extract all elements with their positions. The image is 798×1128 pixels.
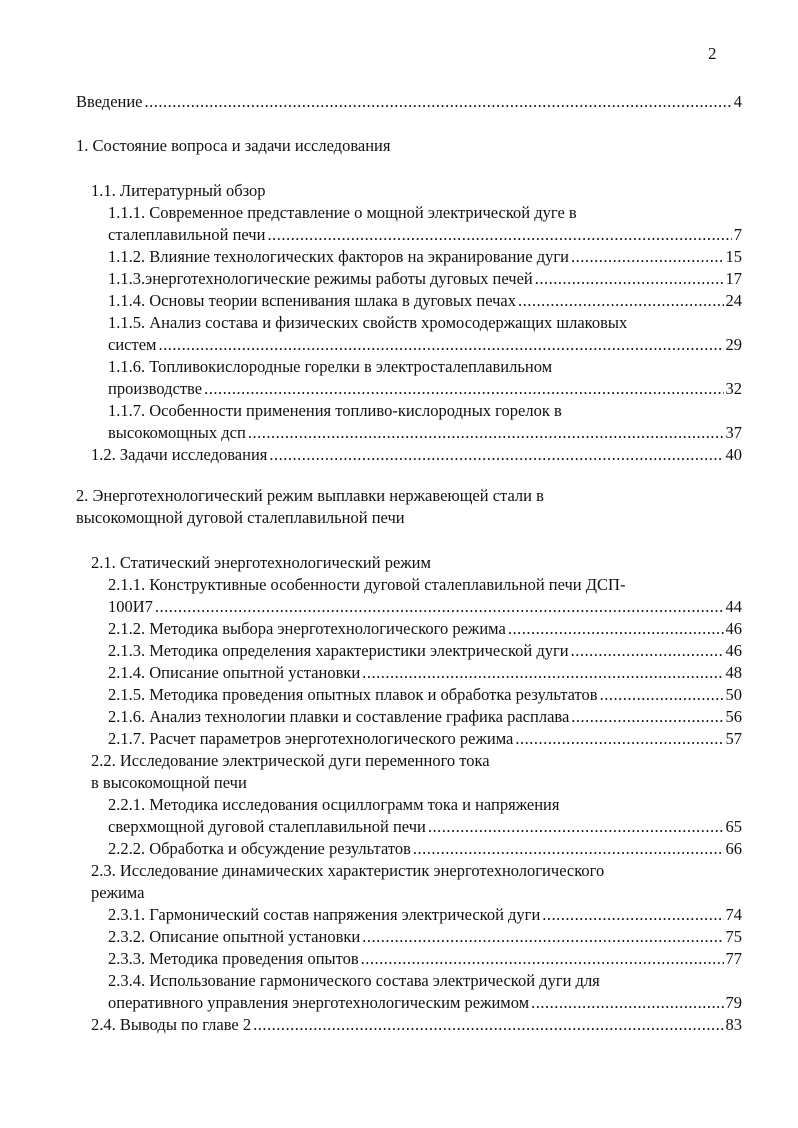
dot-leader [571, 706, 723, 728]
toc-entry-page: 74 [725, 905, 742, 924]
toc-entry-title: 2.1.6. Анализ технологии плавки и составление графика расплава [108, 707, 570, 726]
toc-entry-2-1-1 [108, 596, 742, 618]
toc-entry-1-1-6-line1: 1.1.6. Топливокислородные горелки в электросталеплавильном [108, 357, 553, 376]
toc-entry-title: 1.1.3.энерготехнологические режимы работы дуговых печей [108, 269, 533, 288]
toc-entry-2-4 [91, 1014, 742, 1036]
toc-entry-2-2-1-line1: 2.2.1. Методика исследования осциллограмм тока и напряжения [108, 795, 560, 814]
toc-entry-1-1-7 [108, 422, 742, 444]
toc-entry-page: 32 [725, 379, 742, 398]
toc-entry-page: 50 [725, 685, 742, 704]
toc-entry-title: сверхмощной дуговой сталеплавильной печи [108, 817, 426, 836]
dot-leader [413, 838, 724, 860]
toc-entry-page: 4 [733, 92, 742, 111]
toc-entry-page: 75 [725, 927, 742, 946]
toc-entry-1-1-6 [108, 378, 742, 400]
toc-entry-title: 2.1.4. Описание опытной установки [108, 663, 361, 682]
dot-leader [515, 728, 723, 750]
toc-entry-1-1-2 [108, 246, 742, 268]
toc-entry-page: 56 [725, 707, 742, 726]
dot-leader [204, 378, 723, 400]
toc-entry-intro [76, 91, 742, 113]
dot-leader [571, 246, 724, 268]
chapter-1-title: 1. Состояние вопроса и задачи исследования [76, 136, 391, 155]
dot-leader [518, 290, 723, 312]
toc-entry-title: 1.2. Задачи исследования [91, 445, 268, 464]
toc-entry-1-1-5 [108, 334, 742, 356]
toc-entry-title: производстве [108, 379, 203, 398]
toc-entry-page: 46 [725, 619, 742, 638]
toc-entry-2-1-4 [108, 662, 742, 684]
dot-leader [145, 91, 732, 113]
toc-entry-page: 40 [725, 445, 742, 464]
section-2-3-title-line1: 2.3. Исследование динамических характеристик энерготехнологического [91, 861, 605, 880]
dot-leader [267, 224, 731, 246]
toc-entry-page: 24 [725, 291, 742, 310]
toc-entry-page: 37 [725, 423, 742, 442]
toc-entry-page: 15 [725, 247, 742, 266]
dot-leader [542, 904, 723, 926]
section-2-2-title-line1: 2.2. Исследование электрической дуги переменного тока [91, 751, 490, 770]
toc-entry-title: 2.3.1. Гармонический состав напряжения электрической дуги [108, 905, 541, 924]
toc-entry-title: 1.1.4. Основы теории вспенивания шлака в дуговых печах [108, 291, 517, 310]
toc-entry-1-1-4 [108, 290, 742, 312]
toc-entry-title: 2.1.7. Расчет параметров энерготехнологического режима [108, 729, 514, 748]
section-2-1-title: 2.1. Статический энерготехнологический режим [91, 553, 431, 572]
toc-entry-page: 66 [725, 839, 742, 858]
toc-entry-2-1-3 [108, 640, 742, 662]
toc-entry-2-1-5 [108, 684, 742, 706]
toc-entry-2-3-1 [108, 904, 742, 926]
toc-entry-title: 2.1.2. Методика выбора энерготехнологического режима [108, 619, 506, 638]
toc-entry-2-1-1-line1: 2.1.1. Конструктивные особенности дуговой сталеплавильной печи ДСП- [108, 575, 626, 594]
toc-entry-title: 1.1.2. Влияние технологических факторов на экранирование дуги [108, 247, 569, 266]
toc-entry-title: сталеплавильной печи [108, 225, 266, 244]
toc-entry-title: 2.3.2. Описание опытной установки [108, 927, 361, 946]
chapter-2-title-line1: 2. Энерготехнологический режим выплавки нержавеющей стали в [76, 486, 544, 505]
toc-entry-1-1-5-line1: 1.1.5. Анализ состава и физических свойств хромосодержащих шлаковых [108, 313, 628, 332]
toc-entry-2-1-6 [108, 706, 742, 728]
toc-entry-page: 57 [725, 729, 742, 748]
toc-entry-page: 17 [725, 269, 742, 288]
toc-entry-title: оперативного управления энерготехнологическим режимом [108, 993, 530, 1012]
chapter-2-title-line2: высокомощной дуговой сталеплавильной печи [76, 508, 405, 527]
section-1-1-title: 1.1. Литературный обзор [91, 181, 266, 200]
toc-entry-1-2 [91, 444, 742, 466]
toc-entry-title: 2.1.5. Методика проведения опытных плавок и обработка результатов [108, 685, 598, 704]
toc-entry-page: 77 [725, 949, 742, 968]
toc-entry-page: 7 [733, 225, 742, 244]
dot-leader [361, 948, 724, 970]
toc-entry-2-3-4-line1: 2.3.4. Использование гармонического состава электрической дуги для [108, 971, 600, 990]
toc-entry-2-3-3 [108, 948, 742, 970]
dot-leader [535, 268, 724, 290]
toc-entry-page: 46 [725, 641, 742, 660]
dot-leader [248, 422, 724, 444]
dot-leader [362, 926, 723, 948]
toc-entry-2-1-2 [108, 618, 742, 640]
dot-leader [253, 1014, 723, 1036]
toc-entry-page: 29 [725, 335, 742, 354]
toc-entry-2-1-7 [108, 728, 742, 750]
dot-leader [362, 662, 723, 684]
dot-leader [508, 618, 724, 640]
section-2-2-title-line2: в высокомощной печи [91, 773, 247, 792]
toc-entry-title: систем [108, 335, 157, 354]
dot-leader [428, 816, 724, 838]
toc-entry-1-1-1-line1: 1.1.1. Современное представление о мощной электрической дуге в [108, 203, 577, 222]
toc-entry-1-1-1 [108, 224, 742, 246]
page-number: 2 [708, 44, 717, 63]
toc-entry-2-2-1 [108, 816, 742, 838]
toc-entry-page: 65 [725, 817, 742, 836]
toc-entry-1-1-7-line1: 1.1.7. Особенности применения топливо-кислородных горелок в [108, 401, 562, 420]
toc-entry-2-3-2 [108, 926, 742, 948]
toc-entry-page: 83 [725, 1015, 742, 1034]
section-2-3-title-line2: режима [91, 883, 145, 902]
toc-entry-title: 100И7 [108, 597, 153, 616]
toc-entry-2-3-4 [108, 992, 742, 1014]
toc-entry-title: 2.1.3. Методика определения характеристики электрической дуги [108, 641, 569, 660]
dot-leader [269, 444, 723, 466]
toc-entry-title: 2.2.2. Обработка и обсуждение результатов [108, 839, 411, 858]
dot-leader [155, 596, 724, 618]
toc-entry-title: Введение [76, 92, 143, 111]
dot-leader [158, 334, 723, 356]
toc-entry-title: высокомощных дсп [108, 423, 246, 442]
toc-entry-title: 2.3.3. Методика проведения опытов [108, 949, 359, 968]
toc-entry-page: 48 [725, 663, 742, 682]
toc-entry-title: 2.4. Выводы по главе 2 [91, 1015, 252, 1034]
toc-entry-1-1-3 [108, 268, 742, 290]
toc-entry-page: 79 [725, 993, 742, 1012]
dot-leader [600, 684, 724, 706]
toc-entry-page: 44 [725, 597, 742, 616]
toc-entry-2-2-2 [108, 838, 742, 860]
dot-leader [571, 640, 724, 662]
dot-leader [531, 992, 723, 1014]
